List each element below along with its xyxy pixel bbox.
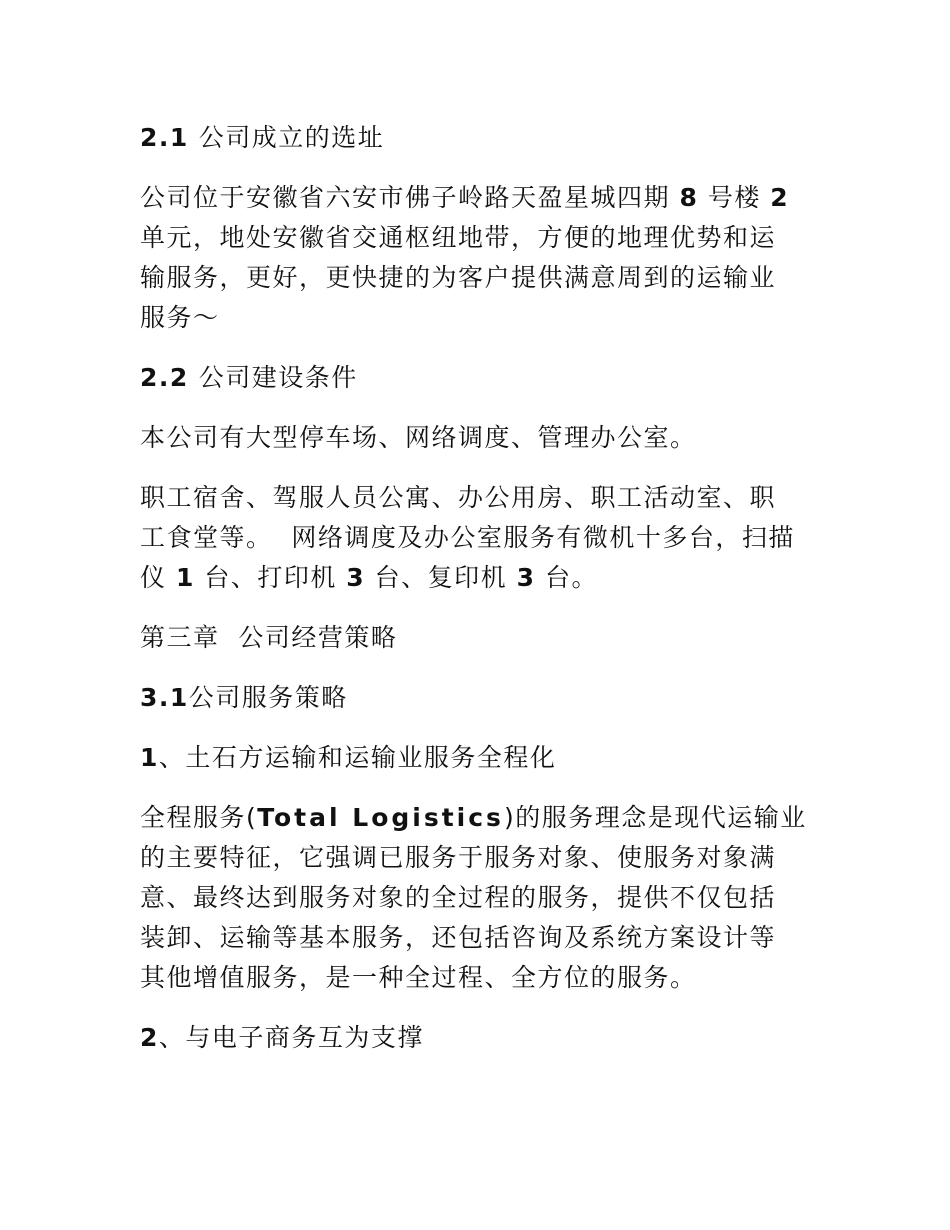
text-line: 职工宿舍、驾服人员公寓、办公用房、职工活动室、职	[140, 483, 777, 512]
list-text: 、与电子商务互为支撑	[158, 1023, 424, 1052]
english-term: Total Logistics	[257, 803, 504, 832]
chapter-title: 第三章 公司经营策略	[140, 623, 398, 652]
list-item-2	[140, 1018, 810, 1058]
text-line: 单元，地处安徽省交通枢纽地带，方便的地理优势和运	[140, 223, 777, 252]
text-line: 意、最终达到服务对象的全过程的服务，提供不仅包括	[140, 883, 777, 912]
number-run: 8	[679, 183, 699, 212]
text-line: 服务～	[140, 303, 220, 332]
heading-2-1	[140, 118, 810, 158]
heading-text: 公司成立的选址	[198, 123, 385, 152]
text-run: 号楼	[707, 183, 761, 212]
text-line: 工食堂等。 网络调度及办公室服务有微机十多台，扫描	[140, 523, 795, 552]
document-page	[140, 118, 810, 1078]
text-line: 输服务，更好，更快捷的为客户提供满意周到的运输业	[140, 263, 777, 292]
text-line: 的主要特征，它强调已服务于服务对象、使服务对象满	[140, 843, 777, 872]
text-run: 公司位于安徽省六安市佛子岭路天盈星城四期	[140, 183, 671, 212]
paragraph-staff	[140, 478, 810, 598]
paragraph-total-logistics	[140, 798, 810, 998]
heading-2-2	[140, 358, 810, 398]
list-number: 2	[140, 1023, 159, 1052]
number-run: 3	[346, 563, 366, 592]
text-run: 台、复印机	[374, 563, 508, 592]
heading-number: 2.1	[140, 123, 189, 152]
number-run: 2	[770, 183, 790, 212]
text-run: 台。	[544, 563, 598, 592]
text-run: 仪	[140, 563, 167, 592]
text-run: )的服务理念是现代运输业	[503, 803, 807, 832]
text-line: 其他增值服务，是一种全过程、全方位的服务。	[140, 963, 697, 992]
text-line: 装卸、运输等基本服务，还包括咨询及系统方案设计等	[140, 923, 777, 952]
heading-number: 3.1	[140, 683, 189, 712]
number-run: 1	[175, 563, 195, 592]
list-number: 1	[140, 743, 159, 772]
list-text: 、土石方运输和运输业服务全程化	[158, 743, 557, 772]
paragraph-site	[140, 178, 810, 338]
text-run: 台、打印机	[204, 563, 337, 592]
text-run: 全程服务(	[140, 803, 258, 832]
list-item-1	[140, 738, 810, 778]
chapter-3-heading	[140, 618, 810, 658]
text-line: 本公司有大型停车场、网络调度、管理办公室。	[140, 423, 697, 452]
heading-text: 公司服务策略	[188, 683, 348, 712]
heading-3-1	[140, 678, 810, 718]
heading-number: 2.2	[140, 363, 189, 392]
number-run: 3	[516, 563, 536, 592]
paragraph-facilities	[140, 418, 810, 458]
heading-text: 公司建设条件	[198, 363, 358, 392]
